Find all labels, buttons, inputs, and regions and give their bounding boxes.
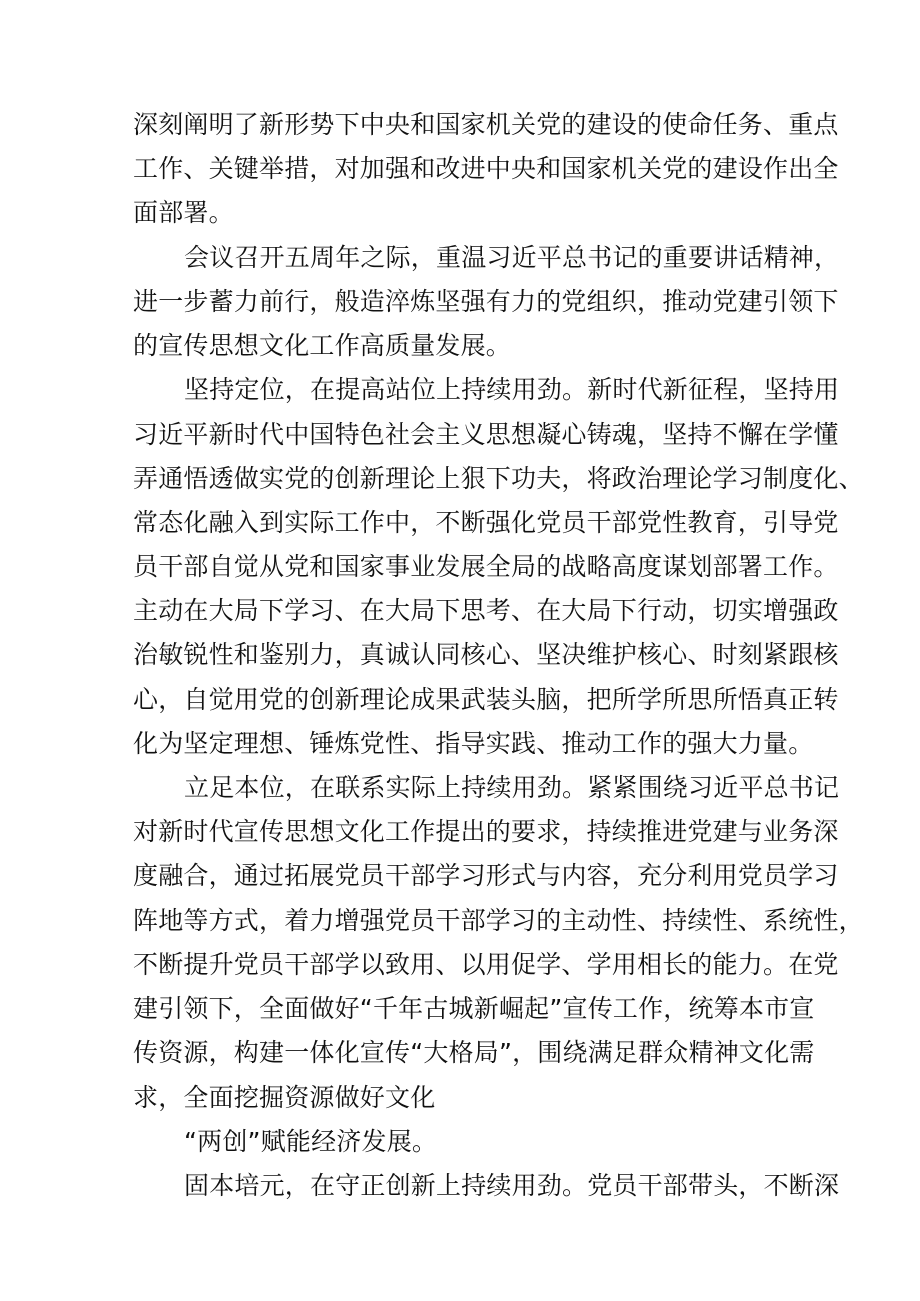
text-line: 面部署。 — [133, 198, 234, 227]
text-line: 立足本位，在联系实际上持续用劲。紧紧围绕习近平总书记 — [184, 773, 840, 802]
text-line: 心，自觉用党的创新理论成果武装头脑，把所学所思所悟真正转 — [133, 685, 839, 714]
text-line: 员干部自觉从党和国家事业发展全局的战略高度谋划部署工作。 — [133, 552, 839, 581]
text-line: 化为坚定理想、锤炼党性、指导实践、推动工作的强大力量。 — [133, 729, 814, 758]
text-line: 传资源，构建一体化宣传“大格局”，围绕满足群众精神文化需 — [133, 1038, 815, 1067]
text-line: 常态化融入到实际工作中，不断强化党员干部党性教育，引导党 — [133, 508, 839, 537]
text-line: 治敏锐性和鉴别力，真诚认同核心、坚决维护核心、时刻紧跟核 — [133, 640, 839, 669]
text-line: 度融合，通过拓展党员干部学习形式与内容，充分利用党员学习 — [133, 861, 839, 890]
text-line: 深刻阐明了新形势下中央和国家机关党的建设的使命任务、重点 — [133, 110, 839, 139]
text-line: 对新时代宣传思想文化工作提出的要求，持续推进党建与业务深 — [133, 817, 839, 846]
text-line: 求，全面挖掘资源做好文化 — [133, 1083, 436, 1112]
text-line: 坚持定位，在提高站位上持续用劲。新时代新征程，坚持用 — [184, 375, 840, 404]
text-line: 阵地等方式，着力增强党员干部学习的主动性、持续性、系统性， — [133, 906, 864, 935]
text-line: 建引领下，全面做好“千年古城新崛起”宣传工作，统筹本市宣 — [133, 994, 815, 1023]
text-line: 弄通悟透做实党的创新理论上狠下功夫，将政治理论学习制度化、 — [133, 464, 864, 493]
text-line: 习近平新时代中国特色社会主义思想凝心铸魂，坚持不懈在学懂 — [133, 420, 839, 449]
text-line: 工作、关键举措，对加强和改进中央和国家机关党的建设作出全 — [133, 154, 839, 183]
text-line: 固本培元，在守正创新上持续用劲。党员干部带头，不断深 — [184, 1171, 840, 1200]
text-line: 的宣传思想文化工作高质量发展。 — [133, 331, 512, 360]
text-line: 进一步蓄力前行，般造淬炼坚强有力的党组织，推动党建引领下 — [133, 287, 839, 316]
text-line: 会议召开五周年之际，重温习近平总书记的重要讲话精神， — [184, 243, 840, 272]
text-line: 主动在大局下学习、在大局下思考、在大局下行动，切实增强政 — [133, 596, 839, 625]
text-line: 不断提升党员干部学以致用、以用促学、学用相长的能力。在党 — [133, 950, 839, 979]
text-line: “两创”赋能经济发展。 — [184, 1127, 438, 1156]
